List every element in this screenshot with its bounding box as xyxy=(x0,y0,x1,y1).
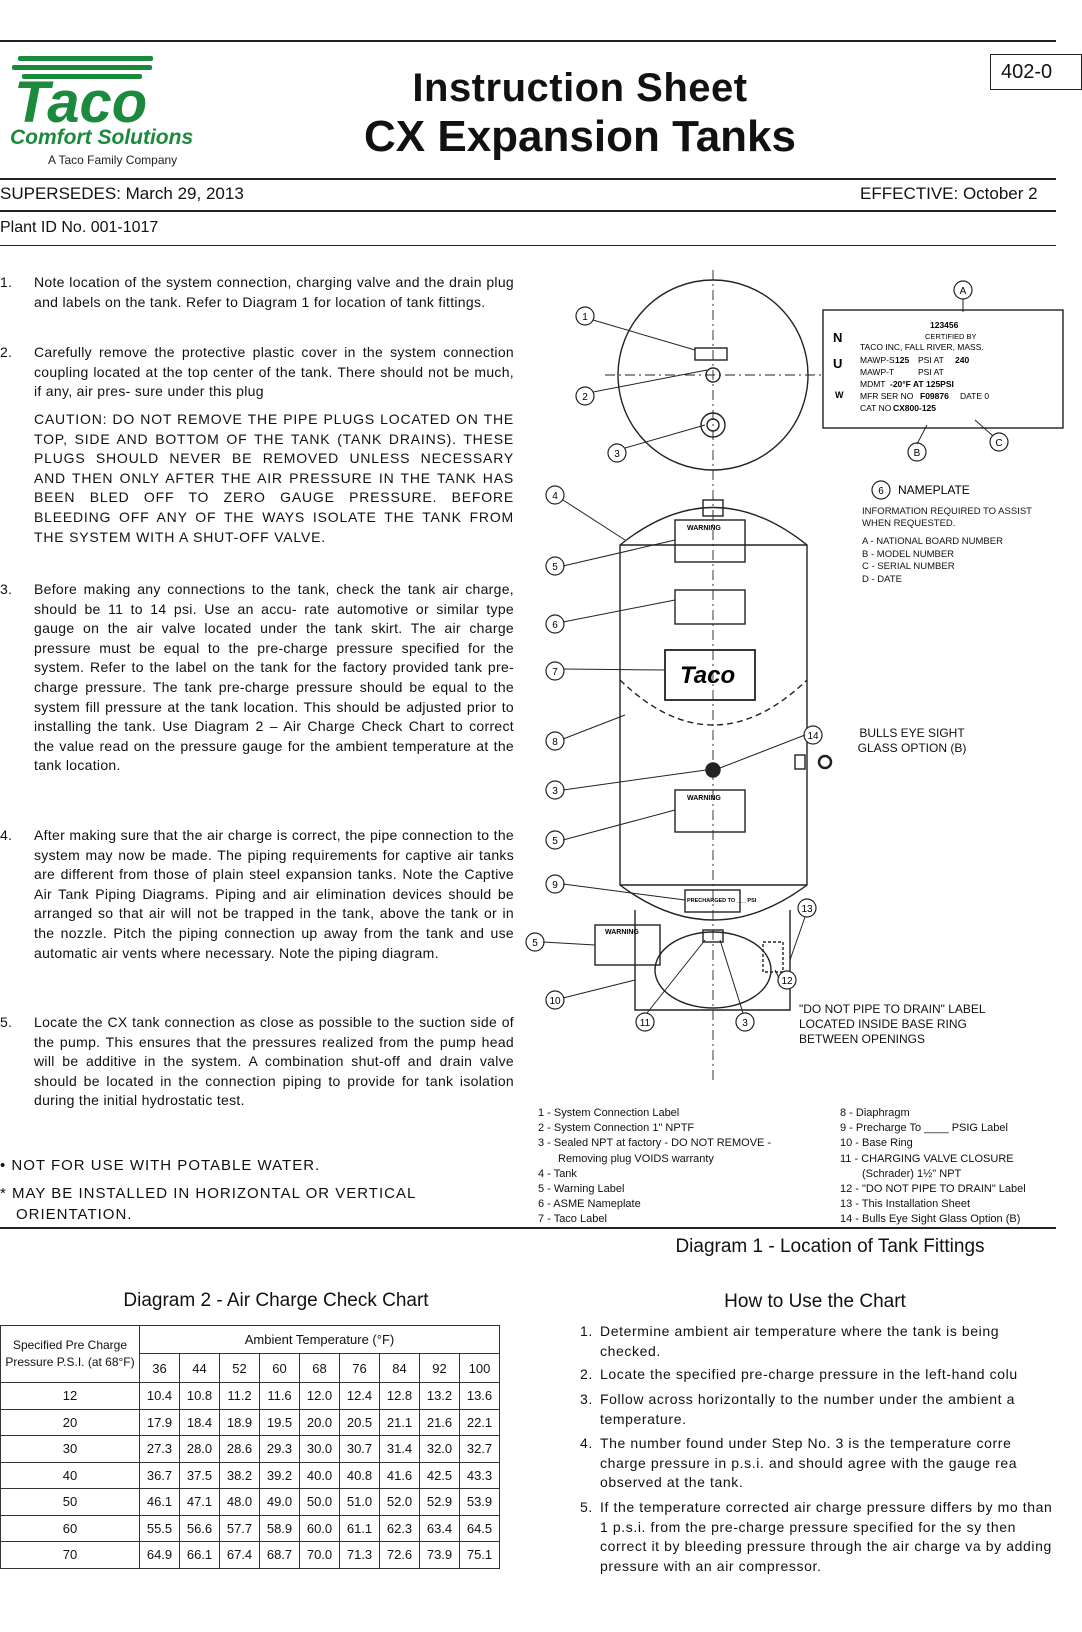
plant-rule xyxy=(0,245,1056,246)
column-header-cell: 36 xyxy=(140,1354,180,1383)
table-row xyxy=(1,1436,500,1463)
value-cell: 40.0 xyxy=(300,1462,340,1489)
nameplate-certified: CERTIFIED BY xyxy=(925,332,977,341)
nameplate-info: INFORMATION REQUIRED TO ASSIST WHEN REQUESTED. xyxy=(862,506,1032,529)
nameplate-serial: 123456 xyxy=(930,320,959,330)
row-label-cell: 20 xyxy=(1,1409,140,1436)
value-cell: 71.3 xyxy=(340,1542,380,1569)
nameplate-key: A - NATIONAL BOARD NUMBER B - MODEL NUMBER C - SERIAL NUMBER D - DATE xyxy=(862,536,1003,585)
value-cell: 30.7 xyxy=(340,1436,380,1463)
instruction-text: Note location of the system connection, charging valve and the drain plug and labels on the tank. Refer to Diagram 1 for location of tank fittings. xyxy=(34,274,514,310)
nameplate-mawps-val: 125 xyxy=(895,355,910,365)
callout-number: 6 xyxy=(878,486,884,497)
value-cell: 38.2 xyxy=(220,1462,260,1489)
note-orientation: * MAY BE INSTALLED IN HORIZONTAL OR VERTICAL ORIENTATION. xyxy=(0,1185,416,1223)
callout-number: 6 xyxy=(552,620,558,631)
column-header-cell: 92 xyxy=(420,1354,460,1383)
nameplate-mfr-ser: MFR SER NO xyxy=(860,391,914,401)
value-cell: 58.9 xyxy=(260,1515,300,1542)
value-cell: 47.1 xyxy=(180,1489,220,1516)
value-cell: 19.5 xyxy=(260,1409,300,1436)
table-row xyxy=(1,1409,500,1436)
callout-number: 3 xyxy=(614,449,620,460)
col-header: Ambient Temperature (°F) xyxy=(140,1326,500,1354)
value-cell: 18.4 xyxy=(180,1409,220,1436)
u-stamp-icon: U xyxy=(833,356,843,371)
table-row xyxy=(1,1462,500,1489)
value-cell: 31.4 xyxy=(380,1436,420,1463)
value-cell: 52.0 xyxy=(380,1489,420,1516)
value-cell: 67.4 xyxy=(220,1542,260,1569)
value-cell: 12.8 xyxy=(380,1383,420,1410)
value-cell: 51.0 xyxy=(340,1489,380,1516)
nameplate-date: DATE 0 xyxy=(960,391,990,401)
value-cell: 30.0 xyxy=(300,1436,340,1463)
caution-text: CAUTION: DO NOT REMOVE THE PIPE PLUGS LOCATED ON THE TOP, SIDE AND BOTTOM OF THE TANK (TANK DRAINS). THESE PLUGS SHOULD NEVER BE REMOVED UNLESS NECESSARY AND THEN ONLY AFTER THE AIR PRESSURE IN THE TANK HAS BEEN BLED OFF TO ZERO GAUGE PRESSURE. BEFORE BLEEDING OFF ANY OF THE WAYS ISOLATE THE TANK FROM THE SYSTEM WITH A SHUT-OFF VALVE. xyxy=(34,411,514,545)
value-cell: 13.6 xyxy=(460,1383,500,1410)
row-label-cell: 50 xyxy=(1,1489,140,1516)
value-cell: 46.1 xyxy=(140,1489,180,1516)
value-cell: 32.0 xyxy=(420,1436,460,1463)
legend-left: 1 - System Connection Label 2 - System Connection 1" NPTF 3 - Sealed NPT at factory - DO NOT REMOVE - Removing plug VOIDS warranty 4 - Tank 5 - Warning Label 6 - ASME Nameplate 7 - Taco Label xyxy=(538,1107,772,1226)
instruction-text: Carefully remove the protective plastic cover in the system connection coupling located at the top center of the tank. There should not be much, if any, air pres- sure under this plug xyxy=(34,344,514,400)
bullet-icon: * xyxy=(0,1185,13,1202)
value-cell: 43.3 xyxy=(460,1462,500,1489)
nameplate-mdmt-val: -20°F AT 125PSI xyxy=(890,379,954,389)
table-row xyxy=(1,1515,500,1542)
row-label-cell: 70 xyxy=(1,1542,140,1569)
callout-number: 5 xyxy=(552,562,558,573)
instruction-text: After making sure that the air charge is correct, the pipe connection to the system may now be made. The piping requirements for captive air tanks are different from those of plain steel expansion tanks. Note the Captive Air Tank Piping Diagrams. Piping and air elimination devices should be arranged so that air will not be trapped in the tank, above the tank or in the nozzle. Pitch the piping connection up away from the tank and use automatic air vents where necessary. Note the piping diagram. xyxy=(34,827,514,961)
nameplate-psi-at-2: PSI AT xyxy=(918,367,944,377)
instruction-number: 3. xyxy=(0,581,13,597)
value-cell: 13.2 xyxy=(420,1383,460,1410)
value-cell: 10.4 xyxy=(140,1383,180,1410)
value-cell: 70.0 xyxy=(300,1542,340,1569)
value-cell: 21.1 xyxy=(380,1409,420,1436)
callout-number: 10 xyxy=(549,996,561,1007)
callout-number: 3 xyxy=(742,1018,748,1029)
value-cell: 64.9 xyxy=(140,1542,180,1569)
value-cell: 42.5 xyxy=(420,1462,460,1489)
column-header-cell: 100 xyxy=(460,1354,500,1383)
value-cell: 66.1 xyxy=(180,1542,220,1569)
chart-title: Diagram 2 - Air Charge Check Chart xyxy=(123,1290,429,1311)
bullseye-callout: BULLS EYE SIGHT GLASS OPTION (B) xyxy=(857,726,967,755)
callout-number: 12 xyxy=(781,976,793,987)
callout-number: 8 xyxy=(552,737,558,748)
callout-number: 3 xyxy=(552,786,558,797)
value-cell: 60.0 xyxy=(300,1515,340,1542)
callout-letter: C xyxy=(995,438,1003,449)
nameplate-mfr-ser-val: F09876 xyxy=(920,391,949,401)
top-rule xyxy=(0,40,1056,42)
value-cell: 56.6 xyxy=(180,1515,220,1542)
effective-text: EFFECTIVE: October 2 xyxy=(860,184,1038,203)
instruction-text: Before making any connections to the tank, check the tank air charge, should be 11 to 14 psi. Use an accu- rate automotive or similar type gauge on the air valve located under the tank skirt. The air charge pressure must be equal to the pre-charge pressure specified for the system. Refer to the label on the tank for the factory provided tank pre- charge pressure. The tank pre-charge pressure should be equal to the system fill pressure at the tank location. This should be adjusted prior to installing the tank. Use Diagram 2 – Air Charge Check Chart to correct the value read on the pressure gauge for the ambient temperature at the tank location. xyxy=(34,581,514,774)
nameplate-mawps: MAWP-S xyxy=(860,355,895,365)
callout-number: 5 xyxy=(552,836,558,847)
brand-sub: A Taco Family Company xyxy=(48,153,178,167)
nameplate-heading: NAMEPLATE xyxy=(898,483,970,497)
value-cell: 11.6 xyxy=(260,1383,300,1410)
value-cell: 64.5 xyxy=(460,1515,500,1542)
value-cell: 73.9 xyxy=(420,1542,460,1569)
header-rule xyxy=(0,178,1056,180)
value-cell: 32.7 xyxy=(460,1436,500,1463)
value-cell: 22.1 xyxy=(460,1409,500,1436)
value-cell: 20.0 xyxy=(300,1409,340,1436)
column-header-cell: 76 xyxy=(340,1354,380,1383)
callout-number: 2 xyxy=(582,392,588,403)
row-label-cell: 60 xyxy=(1,1515,140,1542)
value-cell: 40.8 xyxy=(340,1462,380,1489)
row-header: Specified Pre Charge Pressure P.S.I. (at 68°F) xyxy=(1,1326,140,1383)
value-cell: 41.6 xyxy=(380,1462,420,1489)
value-cell: 52.9 xyxy=(420,1489,460,1516)
value-cell: 48.0 xyxy=(220,1489,260,1516)
table-row xyxy=(1,1489,500,1516)
value-cell: 28.6 xyxy=(220,1436,260,1463)
row-label-cell: 12 xyxy=(1,1383,140,1410)
value-cell: 29.3 xyxy=(260,1436,300,1463)
nameplate-cat-no-val: CX800-125 xyxy=(893,403,937,413)
instruction-number: 1. xyxy=(0,274,13,290)
plant-id: Plant ID No. 001-1017 xyxy=(0,219,159,236)
legend-right: 8 - Diaphragm 9 - Precharge To ____ PSIG Label 10 - Base Ring 11 - CHARGING VALVE CLOSURE (Schrader) 1½" NPT 12 - "DO NOT PIPE TO DRAIN" Label 13 - This Installation Sheet 14 - Bulls Eye Sight Glass Option (B) xyxy=(840,1107,1026,1226)
value-cell: 36.7 xyxy=(140,1462,180,1489)
value-cell: 75.1 xyxy=(460,1542,500,1569)
value-cell: 72.6 xyxy=(380,1542,420,1569)
table-row xyxy=(1,1542,500,1569)
column-header-cell: 60 xyxy=(260,1354,300,1383)
callout-number: 5 xyxy=(532,938,538,949)
nameplate-mdmt: MDMT xyxy=(860,379,886,389)
diagram-1-caption: Diagram 1 - Location of Tank Fittings xyxy=(675,1236,985,1257)
value-cell: 53.9 xyxy=(460,1489,500,1516)
value-cell: 50.0 xyxy=(300,1489,340,1516)
column-header-cell: 68 xyxy=(300,1354,340,1383)
taco-label-text: Taco xyxy=(680,662,736,689)
value-cell: 55.5 xyxy=(140,1515,180,1542)
callout-number: 14 xyxy=(807,731,819,742)
callout-number: 4 xyxy=(552,491,558,502)
callout-number: 7 xyxy=(552,667,558,678)
warning-label-text: WARNING xyxy=(605,929,639,936)
value-cell: 68.7 xyxy=(260,1542,300,1569)
air-charge-chart xyxy=(0,1325,500,1569)
callout-number: 9 xyxy=(552,880,558,891)
doc-number: 402-0 xyxy=(990,54,1082,90)
value-cell: 61.1 xyxy=(340,1515,380,1542)
nameplate-company: TACO INC, FALL RIVER, MASS. xyxy=(860,342,984,352)
callout-number: 1 xyxy=(582,312,588,323)
value-cell: 28.0 xyxy=(180,1436,220,1463)
instruction-text: Locate the CX tank connection as close as possible to the suction side of the pump. This ensures that the pressures realized from the pump head will be additive in the system. A combination shut-off and drain valve should be located in the connection piping to provide for tank isolation during the initial hydrostatic test. xyxy=(34,1014,514,1109)
nameplate-mawpt: MAWP-T xyxy=(860,367,895,377)
drain-callout: "DO NOT PIPE TO DRAIN" LABEL LOCATED INSIDE BASE RING BETWEEN OPENINGS xyxy=(799,1002,986,1046)
title-line-2: CX Expansion Tanks xyxy=(364,112,796,161)
value-cell: 11.2 xyxy=(220,1383,260,1410)
w-stamp-icon: W xyxy=(835,390,844,400)
title-line-1: Instruction Sheet xyxy=(412,66,748,110)
bullet-icon: • xyxy=(0,1157,12,1174)
instruction-number: 2. xyxy=(0,344,13,360)
note-potable: • NOT FOR USE WITH POTABLE WATER. xyxy=(0,1157,321,1174)
value-cell: 10.8 xyxy=(180,1383,220,1410)
taco-logo xyxy=(8,52,228,172)
warning-label-text: WARNING xyxy=(687,525,721,532)
tank-diagram xyxy=(532,250,1056,1130)
value-cell: 39.2 xyxy=(260,1462,300,1489)
value-cell: 49.0 xyxy=(260,1489,300,1516)
precharge-label-text: PRECHARGED TO ___ PSI xyxy=(687,898,757,904)
supersedes-text: SUPERSEDES: March 29, 2013 xyxy=(0,184,244,203)
brand-tagline: Comfort Solutions xyxy=(10,126,194,149)
nameplate-cat-no: CAT NO xyxy=(860,403,892,413)
instruction-number: 5. xyxy=(0,1014,13,1030)
value-cell: 20.5 xyxy=(340,1409,380,1436)
value-cell: 18.9 xyxy=(220,1409,260,1436)
callout-number: 11 xyxy=(639,1018,651,1029)
callout-number: 13 xyxy=(801,904,813,915)
table-row xyxy=(1,1383,500,1410)
row-label-cell: 30 xyxy=(1,1436,140,1463)
value-cell: 12.0 xyxy=(300,1383,340,1410)
value-cell: 12.4 xyxy=(340,1383,380,1410)
column-header-cell: 44 xyxy=(180,1354,220,1383)
diagram-1 xyxy=(532,250,1056,1130)
row-label-cell: 40 xyxy=(1,1462,140,1489)
brand-text: Taco xyxy=(14,70,148,135)
howto-title: How to Use the Chart xyxy=(724,1291,906,1312)
callout-letter: A xyxy=(959,286,967,297)
warning-label-text: WARNING xyxy=(687,795,721,802)
column-header-cell: 84 xyxy=(380,1354,420,1383)
value-cell: 27.3 xyxy=(140,1436,180,1463)
value-cell: 63.4 xyxy=(420,1515,460,1542)
value-cell: 37.5 xyxy=(180,1462,220,1489)
instruction-number: 4. xyxy=(0,827,13,843)
value-cell: 21.6 xyxy=(420,1409,460,1436)
nameplate-temp-val: 240 xyxy=(955,355,970,365)
column-header-cell: 52 xyxy=(220,1354,260,1383)
value-cell: 57.7 xyxy=(220,1515,260,1542)
nameplate-psi-at: PSI AT xyxy=(918,355,944,365)
value-cell: 17.9 xyxy=(140,1409,180,1436)
value-cell: 62.3 xyxy=(380,1515,420,1542)
nb-stamp-icon: N xyxy=(833,330,843,345)
callout-letter: B xyxy=(913,448,921,459)
supersedes-rule xyxy=(0,210,1056,212)
